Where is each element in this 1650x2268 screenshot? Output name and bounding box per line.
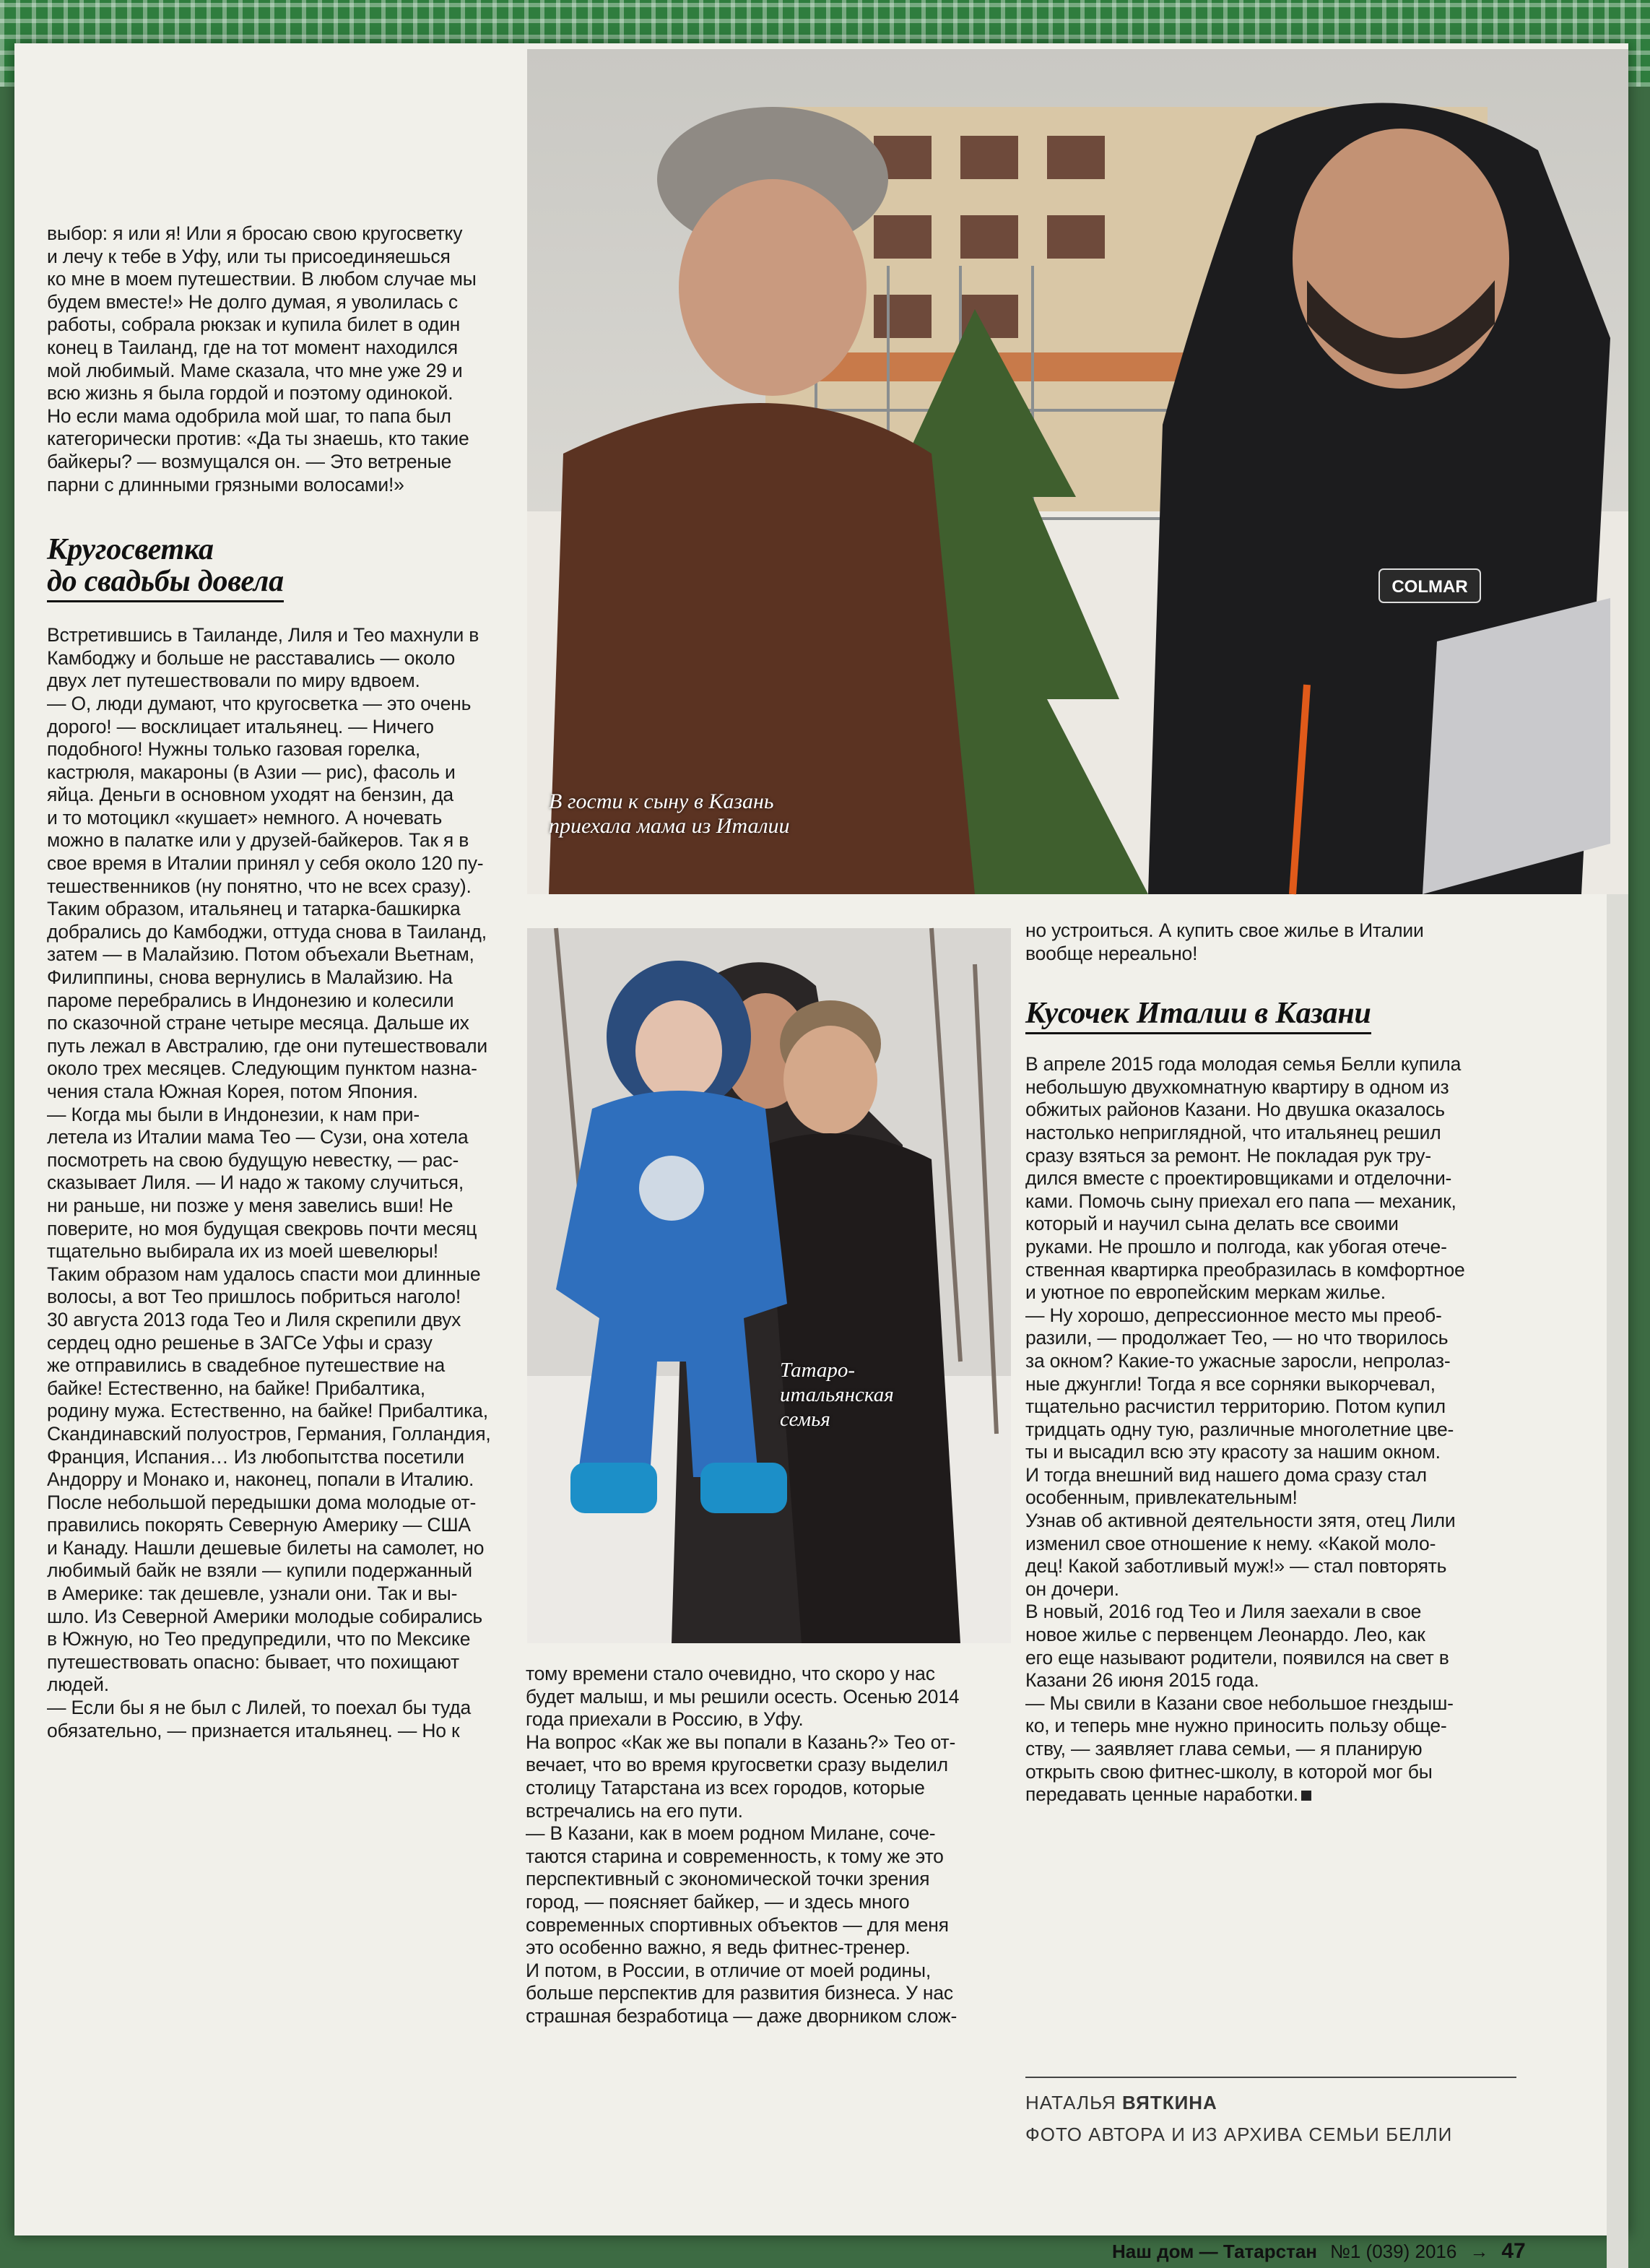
right-top-text: но устроиться. А купить свое жилье в Италии вообще нереально! (1025, 919, 1424, 964)
left-body-text: Встретившись в Таиланде, Лиля и Тео махнули в Камбоджу и больше не расставались — около двух лет путешествовали по миру вдвоем. — О, люди думают, что кругосветка — это очень дорого! — восклицает итальянец. — Ничего подобного! Нужны только газовая горелка, кастрюля, макароны (в Азии — рис), фасоль и яйца. Деньги в основном уходят на бензин, да и то мотоцикл «кушает» немного. А ночевать можно в палатке или у друзей-байкеров. Так я в свое время в Италии принял у себя около 120 пу- тешественников (ну понятно, что не всех сразу). Таким образом, итальянец и татарка-башкирка добрались до Камбоджи, оттуда снова в Таиланд, затем — в Малайзию. Потом объехали Вьетнам, Филиппины, снова вернулись в Малайзию. На пароме перебрались в Индонезию и колесили по сказочной стране четыре месяца. Дальше их путь лежал в Австралию, где они путешествовали около трех месяцев. Следующим пунктом назна- чения стала Южная Корея, потом Япония. — Когда мы были в Индонезии, к нам при- летела из Италии мама Тео — Сузи, она хотела посмотреть на свою будущую невестку, — рас- сказывает Лиля. — И надо ж такому случиться, ни раньше, ни позже у меня завелись вши! Не поверите, но моя будущая свекровь почти месяц тщательно выбирала их из моей шевелюры! Таким образом нам удалось спасти мои длинные волосы, а вот Тео пришлось побриться наголо! 30 августа 2013 года Тео и Лиля скрепили двух сердец одно решенье в ЗАГСе Уфы и сразу же отправились в свадебное путешествие на байке! Естественно, на байке! Прибалтика, родину мужа. Естественно, на байке! Прибалтика, Скандинавский полуостров, Германия, Голландия, Франция, Испания… Из любопытства посетили Андорру и Монако и, наконец, попали в Италию. После небольшой передышки дома молодые от- правились покорять Северную Америку — США и Канаду. Нашли дешевые билеты на самолет, но любимый байк не взяли — купили подержанный в Америке: так дешевле, узнали они. Так и вы- шло. Из Северной Америки молодые собирались в Южную, но Тео предупредили, что по Мексике путешествовать опасно: бывает, что похищают людей. — Если бы я не был с Лилей, то поехал бы туда обязательно, — признается итальянец. — Но к (47, 624, 491, 1741)
left-column (47, 222, 516, 1742)
arrow-icon: → (1469, 2240, 1489, 2262)
magazine-page (14, 43, 1628, 2263)
author-first-name: НАТАЛЬЯ (1025, 2092, 1116, 2113)
family-photo-caption: Татаро- итальянская семья (780, 1359, 894, 1431)
jacket-brand-label: COLMAR (1391, 577, 1468, 597)
issue-number: №1 (039) 2016 (1329, 2240, 1457, 2262)
middle-column (526, 1663, 1002, 2028)
right-body-text (1025, 1053, 1524, 1806)
top-photo-caption: В гости к сыну в Казань приехала мама из Италии (549, 789, 790, 838)
end-mark-icon (1301, 1791, 1311, 1801)
author-line (1025, 2087, 1516, 2118)
photo-credit: ФОТО АВТОРА И ИЗ АРХИВА СЕМЬИ БЕЛЛИ (1025, 2124, 1453, 2145)
magazine-name: Наш дом — Татарстан (1112, 2240, 1317, 2262)
article-credits (1025, 2077, 1516, 2150)
section-heading-trip: Кругосветка до свадьбы довела (47, 534, 284, 602)
middle-body-text: тому времени стало очевидно, что скоро у нас будет малыш, и мы решили осесть. Осенью 2014 года приехали в Россию, в Уфу. На вопрос «Как же вы попали в Казань?» Тео от- вечает, что во время кругосветки сразу выделил столицу Татарстана из всех городов, которые встречались на его пути. — В Казани, как в моем родном Милане, соче- таются старина и современность, к тому же это перспективный с экономической точки зрения город, — поясняет байкер, — и здесь много современных спортивных объектов — для меня это особенно важно, я ведь фитнес-тренер. И потом, в России, в отличие от моей родины, больше перспектив для развития бизнеса. У нас страшная безработица — даже дворником слож- (526, 1663, 960, 2027)
top-photo-image (527, 49, 1628, 894)
page-number: 47 (1501, 2239, 1526, 2263)
section-heading-kazan: Кусочек Италии в Казани (1025, 997, 1371, 1034)
family-photo (527, 928, 1011, 1643)
right-column (1025, 919, 1524, 1806)
top-photo (527, 49, 1628, 894)
family-photo-image (527, 928, 1011, 1643)
author-last-name: ВЯТКИНА (1122, 2092, 1217, 2113)
right-body-span: В апреле 2015 года молодая семья Белли купила небольшую двухкомнатную квартиру в одном из обжитых районов Казани. Но двушка оказалось настолько неприглядной, что итальянец решил сразу взяться за ремонт. Не покладая рук тру- дился вместе с проектировщиками и отделочни- ками. Помочь сыну приехал его папа — механик, который и научил сына делать все своими руками. Не прошло и полгода, как убогая отече- ственная квартирка преобразилась в комфортное и уютное по европейским меркам жилье. — Ну хорошо, депрессионное место мы преоб- разили, — продолжает Тео, — но что творилось за окном? Какие-то ужасные заросли, непролаз- ные джунгли! Тогда я все сорняки выкорчевал, тщательно расчистил территорию. Потом купил тридцать одну тую, различные многолетние цве- ты и высадил всю эту красоту за нашим окном. И тогда внешний вид нашего дома сразу стал особенным, привлекательным! Узнав об активной деятельности зятя, отец Лили изменил свое отношение к нему. «Какой моло- дец! Какой заботливый муж!» — стал повторять он дочери. В новый, 2016 год Тео и Лиля заехали в свое новое жилье с первенцем Леонардо. Лео, как его еще называют родители, появился на свет в Казани 26 июня 2015 года. — Мы свили в Казани свое небольшое гнездыш- ко, и теперь мне нужно приносить пользу обще- ству, — заявляет глава семьи, — я планирую открыть свою фитнес-школу, в которой мог бы передавать ценные наработки. (1025, 1053, 1465, 1806)
page-footer (1112, 2239, 1526, 2264)
left-intro-text: выбор: я или я! Или я бросаю свою кругосветку и лечу к тебе в Уфу, или ты присоединяешься ко мне в моем путешествии. В любом случае мы будем вместе!» Не долго думая, я уволилась с работы, собрала рюкзак и купила билет в один конец в Таиланд, где на тот момент находился мой любимый. Маме сказала, что мне уже 29 и всю жизнь я была гордой и поэтому одинокой. Но если мама одобрила мой шаг, то папа был категорически против: «Да ты знаешь, кто такие байкеры? — возмущался он. — Это ветреные парни с длинными грязными волосами!» (47, 222, 477, 495)
